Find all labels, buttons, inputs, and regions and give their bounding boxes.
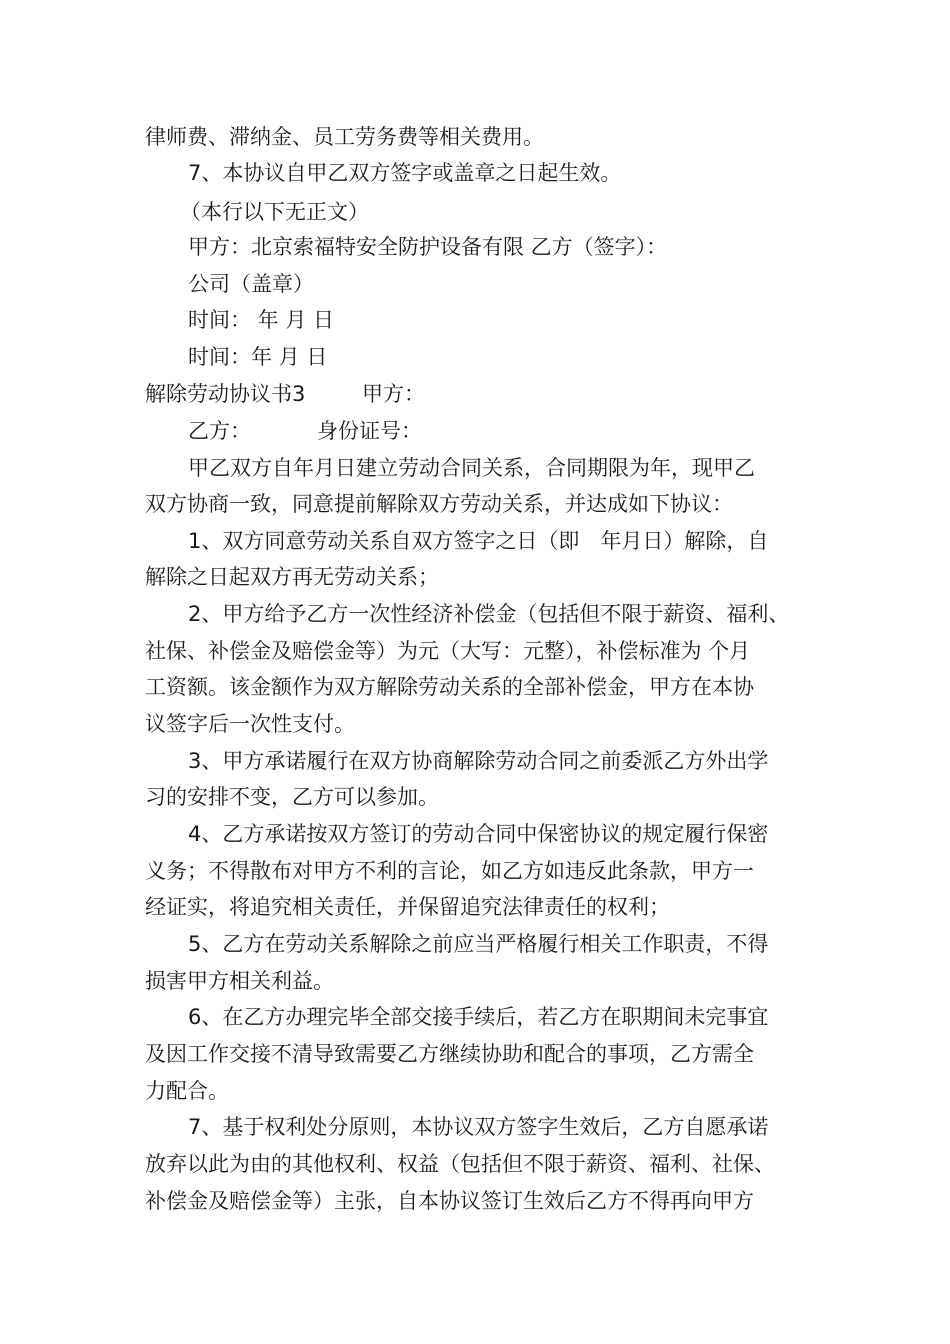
text-line: 3、甲方承诺履行在双方协商解除劳动合同之前委派乙方外出学 [188, 749, 769, 773]
text-line: 2、甲方给予乙方一次性经济补偿金（包括但不限于薪资、福利、 [188, 602, 790, 626]
text-line: 补偿金及赔偿金等）主张，自本协议签订生效后乙方不得再向甲方 [145, 1189, 754, 1213]
party-b-label: 乙方： [188, 419, 251, 443]
text-line: 习的安排不变，乙方可以参加。 [145, 785, 439, 809]
text-line: 7、本协议自甲乙双方签字或盖章之日起生效。 [188, 161, 622, 185]
text-line: 工资额。该金额作为双方解除劳动关系的全部补偿金，甲方在本协 [145, 675, 754, 699]
party-a-label: 甲方： [362, 382, 425, 406]
text-line: 及因工作交接不清导致需要乙方继续协助和配合的事项，乙方需全 [145, 1042, 754, 1066]
text-line: 1、双方同意劳动关系自双方签字之日（即 年月日）解除，自 [188, 529, 769, 553]
text-line: 义务；不得散布对甲方不利的言论，如乙方如违反此条款，甲方一 [145, 859, 754, 883]
text-line: 甲方：北京索福特安全防护设备有限 乙方（签字）： [188, 235, 668, 259]
text-line: 损害甲方相关利益。 [145, 969, 334, 993]
text-line: 力配合。 [145, 1079, 229, 1103]
text-line: 放弃以此为由的其他权利、权益（包括但不限于薪资、福利、社保、 [145, 1152, 775, 1176]
text-line: 甲乙双方自年月日建立劳动合同关系，合同期限为年，现甲乙 [188, 456, 755, 480]
text-line: 时间： 年 月 日 [188, 308, 335, 332]
section-heading [145, 379, 305, 409]
text-line: 议签字后一次性支付。 [145, 712, 355, 736]
text-line: 5、乙方在劳动关系解除之前应当严格履行相关工作职责，不得 [188, 932, 769, 956]
id-number-label: 身份证号： [317, 419, 422, 443]
text-line: 7、基于权利处分原则，本协议双方签字生效后，乙方自愿承诺 [188, 1115, 769, 1139]
text-line: 公司（盖章） [188, 272, 314, 296]
text-line: 时间：年 月 日 [188, 345, 328, 369]
text-line: 社保、补偿金及赔偿金等）为元（大写：元整），补偿标准为 个月 [145, 639, 751, 663]
text-line: 4、乙方承诺按双方签订的劳动合同中保密协议的规定履行保密 [188, 822, 769, 846]
text-line: （本行以下无正文） [180, 200, 369, 224]
text-line: 解除之日起双方再无劳动关系； [145, 565, 439, 589]
text-line: 律师费、滞纳金、员工劳务费等相关费用。 [145, 125, 544, 149]
text-line: 双方协商一致，同意提前解除双方劳动关系，并达成如下协议： [145, 492, 733, 516]
text-line: 经证实，将追究相关责任，并保留追究法律责任的权利； [145, 895, 670, 919]
text-line: 6、在乙方办理完毕全部交接手续后，若乙方在职期间未完事宜 [188, 1005, 769, 1029]
document-title: 解除劳动协议书3 [145, 382, 306, 406]
